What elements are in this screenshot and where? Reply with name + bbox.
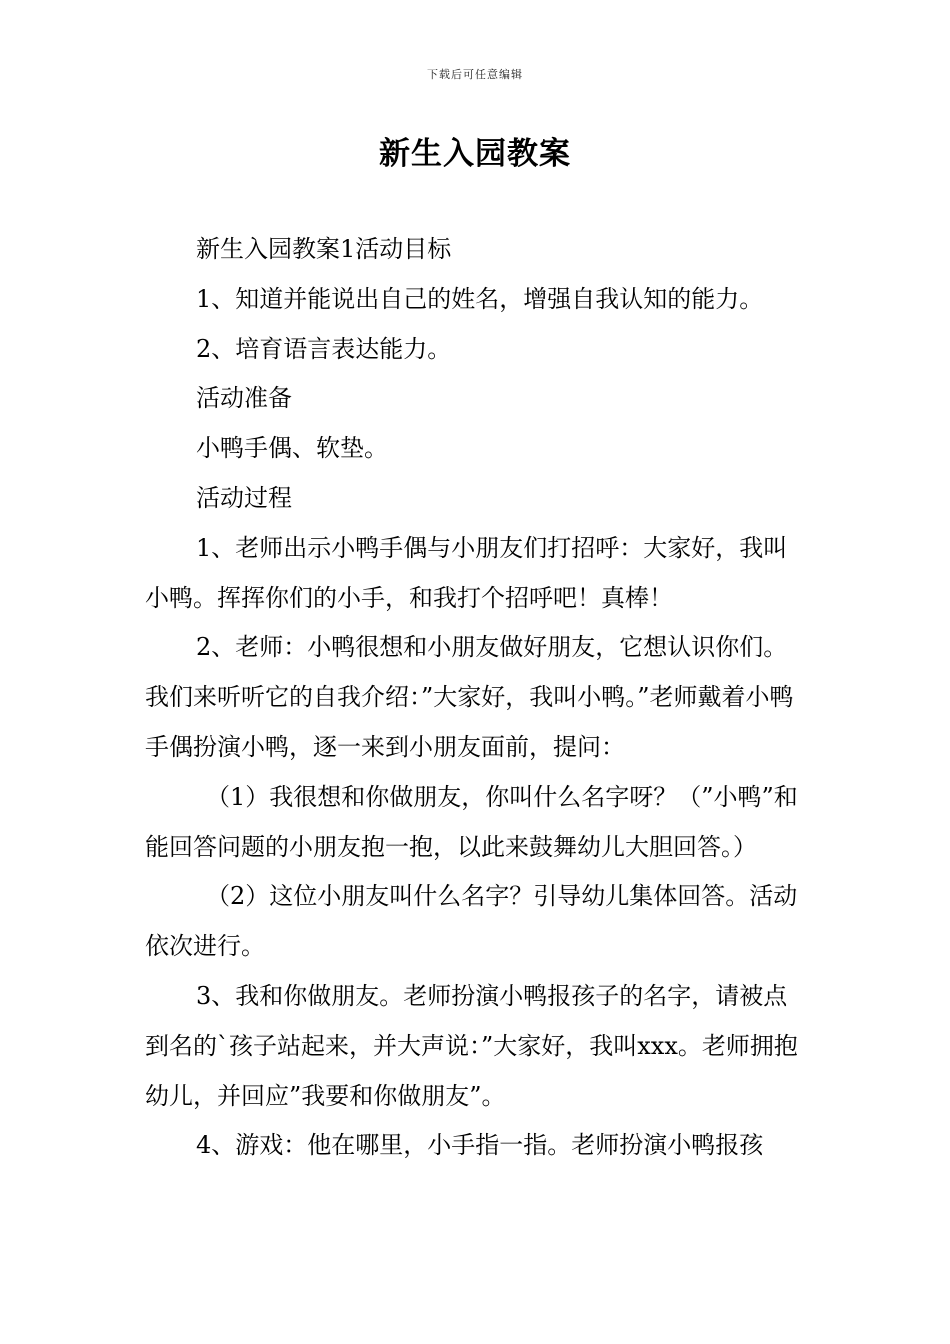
document-body: [145, 225, 810, 1171]
paragraph-objective-2: 2、培育语言表达能力。: [196, 334, 452, 363]
paragraph-heading-objectives: 新生入园教案1活动目标: [196, 235, 452, 263]
paragraph-heading-preparation: 活动准备: [196, 384, 292, 413]
paragraph-substep-2: （2）这位小朋友叫什么名字？引导幼儿集体回答。活动依次进行。: [145, 882, 798, 961]
header-note: 下载后可任意编辑: [427, 68, 523, 81]
paragraph-objective-1: 1、知道并能说出自己的姓名，增强自我认知的能力。: [196, 284, 764, 313]
paragraph-step-1: 1、老师出示小鸭手偶与小朋友们打招呼：大家好，我叫小鸭。挥挥你们的小手，和我打个招呼吧！真棒！: [145, 533, 788, 612]
paragraph-step-4: 4、游戏：他在哪里，小手指一指。老师扮演小鸭报孩: [196, 1131, 764, 1160]
paragraph-step-2: 2、老师：小鸭很想和小朋友做好朋友，它想认识你们。我们来听听它的自我介绍：”大家好，我叫小鸭。”老师戴着小鸭手偶扮演小鸭，逐一来到小朋友面前，提问：: [145, 633, 794, 761]
paragraph-step-3: 3、我和你做朋友。老师扮演小鸭报孩子的名字，请被点到名的`孩子站起来，并大声说：”大家好，我叫xxx。老师拥抱幼儿，并回应”我要和你做朋友”。: [145, 981, 798, 1110]
paragraph-substep-1: （1）我很想和你做朋友，你叫什么名字呀？（”小鸭”和能回答问题的小朋友抱一抱，以此来鼓舞幼儿大胆回答。）: [145, 782, 798, 861]
paragraph-heading-process: 活动过程: [196, 483, 292, 512]
paragraph-preparation: 小鸭手偶、软垫。: [196, 434, 388, 463]
document-title: 新生入园教案: [379, 136, 571, 172]
